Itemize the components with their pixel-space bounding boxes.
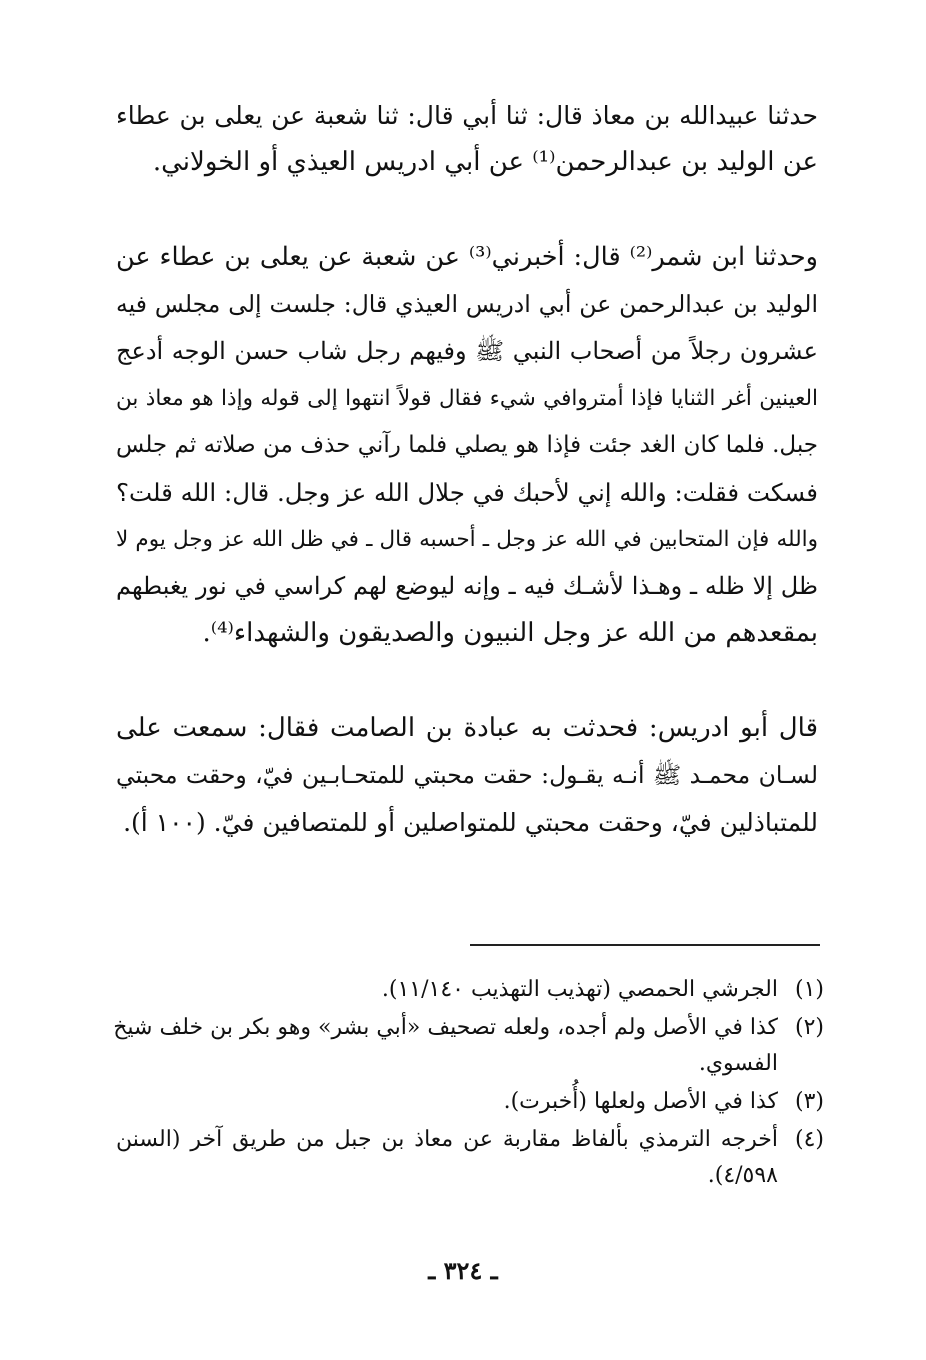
footnote-4 [116,1122,824,1194]
text-line: بمقعدهم من الله عز وجل النبيون والصديقون والشهداء⁽⁴⁾. [202,618,818,648]
paragraph-3 [116,705,818,846]
footnote-text [113,1010,778,1082]
footnote-line: الفسوي. [698,1051,778,1076]
paragraph-2 [116,234,818,657]
main-text [116,92,818,894]
footnote-line: الجرشي الحمصي (تهذيب التهذيب ١١/١٤٠). [381,977,778,1002]
footnote-text [116,1122,778,1194]
text-line: عن الوليد بن عبدالرحمن⁽¹⁾ عن أبي ادريس العيذي أو الخولاني. [152,147,818,177]
text-line: العينين أغر الثنايا فإذا أمتروافي شيء فقال قولاً انتهوا إلى قوله وإذا هو معاذ بن [116,386,818,411]
text-line: جبل. فلما كان الغد جئت فإذا هو يصلي فلما رآني حذف من صلاته ثم جلس [116,432,818,458]
text-line: وحدثنا ابن شمر⁽²⁾ قال: أخبرني⁽³⁾ عن شعبة عن يعلى بن عطاء عن [116,242,818,272]
text-line: لسـان محمـد ﷺ أنـه يقـول: حقت محبتي للمتحـابـين فيّ، وحقت محبتي [116,761,818,789]
paragraph-1 [116,92,818,186]
footnote-line: ٤/٥٩٨). [707,1163,778,1188]
footnote-number: (٢) [794,1015,824,1040]
footnote-separator [470,944,820,946]
footnote-number: (٤) [794,1127,824,1152]
footnote-2 [113,1010,824,1082]
footnote-3 [116,1084,824,1120]
page-number: ـ ٣٢٤ ـ [428,1256,498,1285]
footnote-text [116,972,778,1008]
footnote-line: أخرجه الترمذي بألفاظ مقاربة عن معاذ بن جبل من طريق آخر (السنن [116,1127,778,1152]
footnote-number: (٣) [794,1089,824,1114]
footnote-line: كذا في الأصل ولم أجده، ولعله تصحيف «أبي بشر» وهو بكر بن خلف شيخ [113,1015,778,1040]
text-line: قال أبو ادريس: فحدثت به عبادة بن الصامت فقال: سمعت على [116,713,818,743]
text-line: والله فإن المتحابين في الله عز وجل ـ أحسبه قال ـ في ظل الله عز وجل يوم لا [116,527,818,552]
footnotes [113,972,824,1196]
text-line: حدثنا عبيدالله بن معاذ قال: ثنا أبي قال: ثنا شعبة عن يعلى بن عطاء [116,101,818,130]
text-line: للمتباذلين فيّ، وحقت محبتي للمتواصلين أو للمتصافين فيّ. (١٠٠ أ). [123,808,818,837]
footnote-1 [116,972,824,1008]
text-line: ظل إلا ظله ـ وهـذا لأشـك فيه ـ وإنه ليوضع لهم كراسي في نور يغبطهم [116,572,818,600]
footnote-line: كذا في الأصل ولعلها (أُخبرت). [503,1089,778,1114]
footnote-text [116,1084,778,1120]
text-line: فسكت فقلت: والله إني لأحبك في جلال الله عز وجل. قال: الله قلت؟ [116,478,818,507]
text-line: الوليد بن عبدالرحمن عن أبي ادريس العيذي قال: جلست إلى مجلس فيه [116,290,818,318]
text-line: عشرون رجلاً من أصحاب النبي ﷺ وفيهم رجل شاب حسن الوجه أدعج [116,337,818,365]
footnote-number: (١) [794,977,824,1002]
